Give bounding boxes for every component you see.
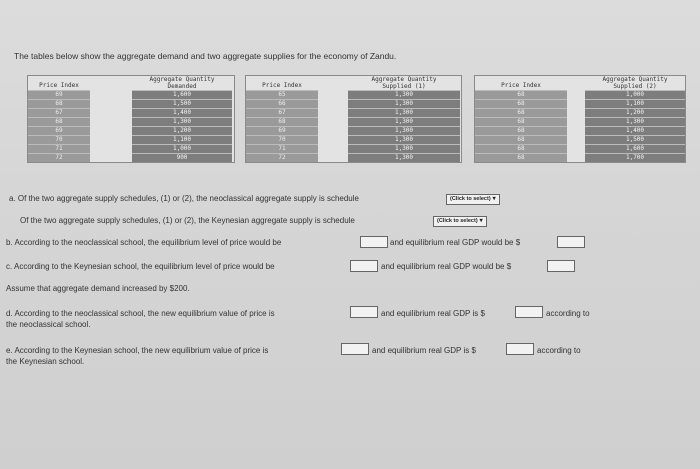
neoclassical-new-price-input[interactable] <box>350 306 378 318</box>
quantity-cell: 1,700 <box>585 154 685 163</box>
quantity-header-line2: Supplied (1) <box>382 83 426 90</box>
quantity-cell: 1,100 <box>132 136 232 145</box>
price-cell: 72 <box>28 154 90 163</box>
quantity-header-line2: Demanded <box>167 83 197 90</box>
question-e-gdp-text: and equilibrium real GDP is $ <box>372 346 476 355</box>
quantity-cell: 1,300 <box>348 109 460 118</box>
question-d-according-text: according to <box>546 309 590 318</box>
quantity-cell: 1,300 <box>348 136 460 145</box>
price-cell: 68 <box>475 145 567 154</box>
select-label: (Click to select) <box>437 218 478 224</box>
keynesian-gdp-input[interactable] <box>547 260 575 272</box>
price-cell: 69 <box>28 127 90 136</box>
quantity-cell: 1,300 <box>348 127 460 136</box>
question-c-gdp-text: and equilibrium real GDP would be $ <box>381 262 512 271</box>
price-index-header: Price Index <box>262 82 302 89</box>
quantity-cell: 1,300 <box>348 145 460 154</box>
question-a-neoclassical: a. Of the two aggregate supply schedules, (1) or (2), the neoclassical aggregate supply is schedule <box>9 194 359 203</box>
quantity-cell: 900 <box>132 154 232 163</box>
keynesian-new-price-input[interactable] <box>341 343 369 355</box>
neoclassical-new-gdp-input[interactable] <box>515 306 543 318</box>
price-cell: 70 <box>246 136 318 145</box>
quantity-cell: 1,300 <box>348 154 460 163</box>
question-d-text: d. According to the neoclassical school, the new equilibrium value of price is <box>6 309 275 318</box>
neoclassical-schedule-select[interactable] <box>446 194 500 205</box>
quantity-cell: 1,300 <box>348 118 460 127</box>
quantity-header-line2: Supplied (2) <box>613 83 657 90</box>
question-e-according-text: according to <box>537 346 581 355</box>
quantity-cell: 1,500 <box>132 100 232 109</box>
quantity-cell: 1,000 <box>585 91 685 100</box>
price-index-header: Price Index <box>501 82 541 89</box>
quantity-cell: 1,400 <box>585 127 685 136</box>
price-cell: 69 <box>246 127 318 136</box>
quantity-cell: 1,300 <box>348 91 460 100</box>
quantity-cell: 1,200 <box>585 109 685 118</box>
question-d-text-line2: the neoclassical school. <box>6 320 91 329</box>
question-b-gdp-text: and equilibrium real GDP would be $ <box>390 238 521 247</box>
quantity-cell: 1,600 <box>585 145 685 154</box>
neoclassical-price-input[interactable] <box>360 236 388 248</box>
assumption-text: Assume that aggregate demand increased by $200. <box>6 284 190 293</box>
price-cell: 68 <box>28 118 90 127</box>
keynesian-schedule-select[interactable] <box>433 216 487 227</box>
aggregate-supply-1-table <box>245 75 462 163</box>
price-cell: 66 <box>246 100 318 109</box>
aggregate-supply-2-table <box>474 75 686 163</box>
aggregate-demand-table <box>27 75 235 163</box>
quantity-cell: 1,000 <box>132 145 232 154</box>
keynesian-new-gdp-input[interactable] <box>506 343 534 355</box>
quantity-cell: 1,300 <box>132 118 232 127</box>
question-c-text: c. According to the Keynesian school, the equilibrium level of price would be <box>6 262 275 271</box>
neoclassical-gdp-input[interactable] <box>557 236 585 248</box>
quantity-cell: 1,100 <box>585 100 685 109</box>
price-cell: 68 <box>475 154 567 163</box>
price-cell: 72 <box>246 154 318 163</box>
price-cell: 68 <box>475 118 567 127</box>
price-cell: 71 <box>28 145 90 154</box>
price-cell: 70 <box>28 136 90 145</box>
price-cell: 67 <box>246 109 318 118</box>
price-cell: 69 <box>28 91 90 100</box>
quantity-cell: 1,600 <box>132 91 232 100</box>
quantity-header-line1: Aggregate Quantity <box>602 76 668 83</box>
quantity-cell: 1,400 <box>132 109 232 118</box>
price-cell: 68 <box>475 100 567 109</box>
chevron-down-icon: ▾ <box>479 218 483 224</box>
price-cell: 71 <box>246 145 318 154</box>
question-e-text: e. According to the Keynesian school, the new equilibrium value of price is <box>6 346 269 355</box>
intro-text: The tables below show the aggregate demand and two aggregate supplies for the economy of Zandu. <box>14 51 397 61</box>
question-b-text: b. According to the neoclassical school, the equilibrium level of price would be <box>6 238 282 247</box>
quantity-header-line1: Aggregate Quantity <box>149 76 215 83</box>
question-e-text-line2: the Keynesian school. <box>6 357 85 366</box>
keynesian-price-input[interactable] <box>350 260 378 272</box>
question-a-keynesian: Of the two aggregate supply schedules, (1) or (2), the Keynesian aggregate supply is schedule <box>20 216 355 225</box>
price-cell: 68 <box>28 100 90 109</box>
price-cell: 68 <box>246 118 318 127</box>
price-cell: 68 <box>475 109 567 118</box>
quantity-cell: 1,300 <box>585 118 685 127</box>
price-cell: 65 <box>246 91 318 100</box>
chevron-down-icon: ▾ <box>492 196 496 202</box>
price-cell: 68 <box>475 127 567 136</box>
quantity-cell: 1,300 <box>348 100 460 109</box>
quantity-cell: 1,200 <box>132 127 232 136</box>
price-cell: 68 <box>475 91 567 100</box>
question-d-gdp-text: and equilibrium real GDP is $ <box>381 309 485 318</box>
quantity-cell: 1,500 <box>585 136 685 145</box>
quantity-header-line1: Aggregate Quantity <box>371 76 437 83</box>
price-cell: 68 <box>475 136 567 145</box>
select-label: (Click to select) <box>450 196 491 202</box>
price-index-header: Price Index <box>39 82 79 89</box>
price-cell: 67 <box>28 109 90 118</box>
